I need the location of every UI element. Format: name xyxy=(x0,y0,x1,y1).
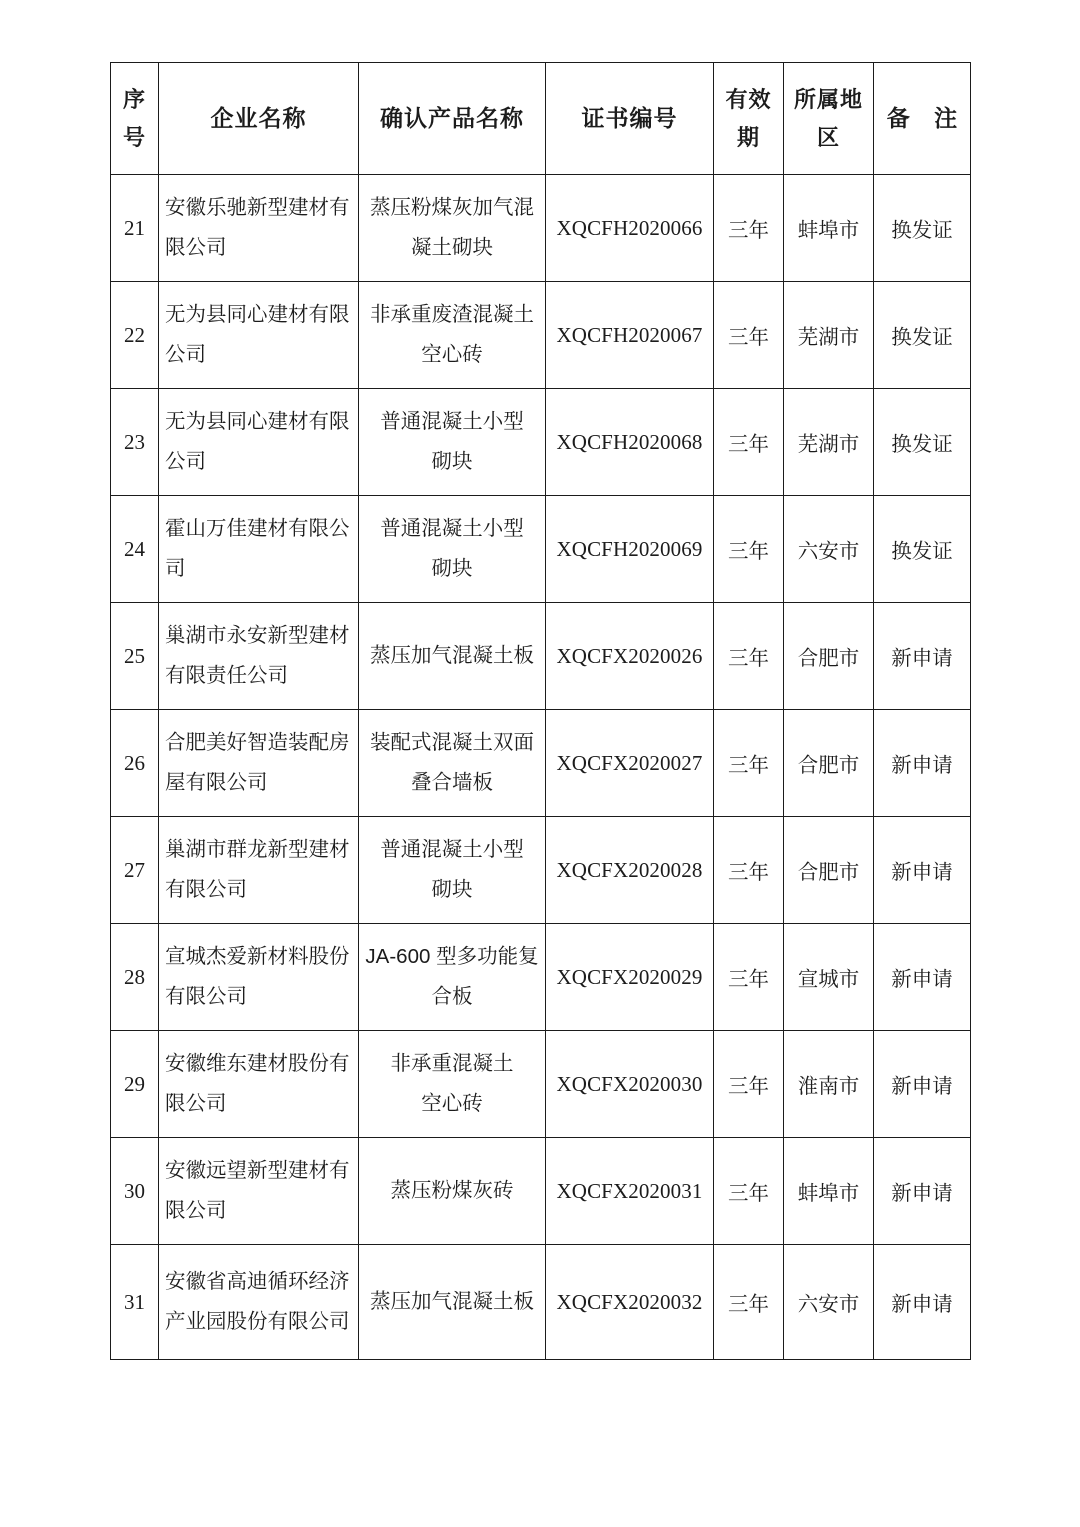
cell-region: 六安市 xyxy=(784,1245,874,1360)
cell-certificate-number: XQCFX2020029 xyxy=(546,924,714,1031)
cell-remark: 换发证 xyxy=(874,175,971,282)
cell-company-line: 安徽维东建材股份有 xyxy=(165,1052,350,1076)
cell-company xyxy=(159,1138,359,1245)
table-row xyxy=(111,817,971,924)
cell-region: 宣城市 xyxy=(784,924,874,1031)
cell-product-line: 砌块 xyxy=(431,450,473,473)
cell-company-line: 限公司 xyxy=(165,1199,227,1222)
cell-product-line: 非承重废渣混凝土 xyxy=(370,303,534,327)
cell-index: 26 xyxy=(111,710,159,817)
cell-product-line: 砌块 xyxy=(431,878,473,901)
cell-company-line: 巢湖市永安新型建材 xyxy=(165,624,350,648)
cell-company-line: 产业园股份有限公司 xyxy=(165,1310,350,1333)
cell-company-line: 屋有限公司 xyxy=(165,771,268,794)
cell-validity: 三年 xyxy=(714,175,784,282)
cell-product-line: 空心砖 xyxy=(421,1092,483,1115)
cell-index: 23 xyxy=(111,389,159,496)
certificate-table-container xyxy=(110,62,970,1360)
cell-company xyxy=(159,389,359,496)
cell-company-line: 巢湖市群龙新型建材 xyxy=(165,838,350,862)
cell-company xyxy=(159,817,359,924)
certificate-table xyxy=(110,62,971,1360)
cell-product xyxy=(359,1245,546,1360)
cell-validity: 三年 xyxy=(714,1138,784,1245)
cell-region: 芜湖市 xyxy=(784,389,874,496)
cell-remark: 新申请 xyxy=(874,603,971,710)
cell-certificate-number: XQCFH2020067 xyxy=(546,282,714,389)
cell-company-line: 限公司 xyxy=(165,236,227,259)
cell-index: 28 xyxy=(111,924,159,1031)
cell-company-line: 有限公司 xyxy=(165,878,247,901)
cell-product xyxy=(359,496,546,603)
cell-company xyxy=(159,496,359,603)
cell-index: 31 xyxy=(111,1245,159,1360)
table-row xyxy=(111,1031,971,1138)
table-row xyxy=(111,710,971,817)
cell-product-line: 普通混凝土小型 xyxy=(380,410,524,434)
cell-product-line: 蒸压粉煤灰加气混 xyxy=(370,196,534,220)
cell-company-line: 有限责任公司 xyxy=(165,664,288,687)
cell-company-line: 无为县同心建材有限 xyxy=(165,303,350,327)
table-header xyxy=(111,63,971,175)
cell-product xyxy=(359,282,546,389)
cell-product-line: 空心砖 xyxy=(421,343,483,366)
cell-remark: 新申请 xyxy=(874,1031,971,1138)
cell-product-line: 凝土砌块 xyxy=(411,236,493,259)
table-row xyxy=(111,389,971,496)
cell-certificate-number: XQCFH2020066 xyxy=(546,175,714,282)
cell-certificate-number: XQCFH2020068 xyxy=(546,389,714,496)
cell-index: 30 xyxy=(111,1138,159,1245)
cell-company-line: 宣城杰爱新材料股份 xyxy=(165,945,350,969)
cell-product xyxy=(359,817,546,924)
cell-region: 芜湖市 xyxy=(784,282,874,389)
column-header-validity-line-2: 期 xyxy=(736,124,760,150)
cell-validity: 三年 xyxy=(714,710,784,817)
table-row xyxy=(111,496,971,603)
cell-validity: 三年 xyxy=(714,389,784,496)
cell-company-line: 霍山万佳建材有限公 xyxy=(165,517,350,541)
cell-remark: 换发证 xyxy=(874,389,971,496)
cell-certificate-number: XQCFX2020030 xyxy=(546,1031,714,1138)
cell-product-line: 装配式混凝土双面 xyxy=(370,731,534,755)
cell-validity: 三年 xyxy=(714,1031,784,1138)
cell-remark: 换发证 xyxy=(874,496,971,603)
cell-remark: 新申请 xyxy=(874,1138,971,1245)
column-header-index xyxy=(111,63,159,175)
cell-product xyxy=(359,710,546,817)
table-body xyxy=(111,175,971,1360)
table-row xyxy=(111,1138,971,1245)
column-header-index-line-2: 号 xyxy=(122,124,146,150)
cell-company-line: 安徽远望新型建材有 xyxy=(165,1159,350,1183)
cell-region: 合肥市 xyxy=(784,817,874,924)
cell-company-line: 合肥美好智造装配房 xyxy=(165,731,350,755)
cell-validity: 三年 xyxy=(714,1245,784,1360)
cell-product-line: 合板 xyxy=(431,985,473,1008)
cell-validity: 三年 xyxy=(714,817,784,924)
cell-remark: 新申请 xyxy=(874,924,971,1031)
cell-company-line: 公司 xyxy=(165,450,206,473)
table-row xyxy=(111,282,971,389)
cell-product-line: 普通混凝土小型 xyxy=(380,838,524,862)
cell-index: 29 xyxy=(111,1031,159,1138)
column-header-validity-line-1: 有效 xyxy=(725,87,772,113)
cell-product xyxy=(359,389,546,496)
cell-product xyxy=(359,603,546,710)
cell-index: 27 xyxy=(111,817,159,924)
cell-remark: 新申请 xyxy=(874,817,971,924)
cell-validity: 三年 xyxy=(714,496,784,603)
cell-product-line: JA-600 型多功能复 xyxy=(365,945,539,969)
cell-validity: 三年 xyxy=(714,603,784,710)
cell-index: 22 xyxy=(111,282,159,389)
cell-region: 合肥市 xyxy=(784,603,874,710)
cell-region: 六安市 xyxy=(784,496,874,603)
cell-region: 合肥市 xyxy=(784,710,874,817)
cell-certificate-number: XQCFH2020069 xyxy=(546,496,714,603)
cell-validity: 三年 xyxy=(714,924,784,1031)
table-row xyxy=(111,175,971,282)
cell-product-line: 普通混凝土小型 xyxy=(380,517,524,541)
cell-company xyxy=(159,1245,359,1360)
column-header-company: 企业名称 xyxy=(159,63,359,175)
column-header-index-line-1: 序 xyxy=(122,87,146,113)
cell-company xyxy=(159,1031,359,1138)
table-row xyxy=(111,924,971,1031)
cell-company-line: 限公司 xyxy=(165,1092,227,1115)
cell-validity: 三年 xyxy=(714,282,784,389)
cell-certificate-number: XQCFX2020031 xyxy=(546,1138,714,1245)
cell-certificate-number: XQCFX2020028 xyxy=(546,817,714,924)
cell-certificate-number: XQCFX2020026 xyxy=(546,603,714,710)
table-header-row xyxy=(111,63,971,175)
cell-product xyxy=(359,1138,546,1245)
cell-company-line: 安徽乐驰新型建材有 xyxy=(165,196,350,220)
cell-product-line: 非承重混凝土 xyxy=(390,1052,514,1076)
cell-product-line: 蒸压粉煤灰砖 xyxy=(390,1179,514,1203)
cell-certificate-number: XQCFX2020027 xyxy=(546,710,714,817)
cell-product-line: 蒸压加气混凝土板 xyxy=(370,644,534,668)
cell-region: 淮南市 xyxy=(784,1031,874,1138)
cell-remark: 新申请 xyxy=(874,1245,971,1360)
cell-company-line: 有限公司 xyxy=(165,985,247,1008)
column-header-remark: 备 注 xyxy=(874,63,971,175)
cell-product xyxy=(359,1031,546,1138)
cell-company xyxy=(159,710,359,817)
cell-company-line: 安徽省高迪循环经济 xyxy=(165,1270,350,1294)
cell-product-line: 砌块 xyxy=(431,557,473,580)
cell-product-line: 蒸压加气混凝土板 xyxy=(370,1290,534,1314)
cell-company xyxy=(159,282,359,389)
column-header-validity xyxy=(714,63,784,175)
cell-remark: 换发证 xyxy=(874,282,971,389)
cell-region: 蚌埠市 xyxy=(784,1138,874,1245)
cell-remark: 新申请 xyxy=(874,710,971,817)
cell-region: 蚌埠市 xyxy=(784,175,874,282)
cell-company xyxy=(159,603,359,710)
cell-index: 25 xyxy=(111,603,159,710)
cell-company-line: 司 xyxy=(165,557,186,580)
cell-index: 21 xyxy=(111,175,159,282)
cell-product xyxy=(359,175,546,282)
cell-company xyxy=(159,175,359,282)
cell-company xyxy=(159,924,359,1031)
cell-product-line: 叠合墙板 xyxy=(411,771,493,794)
column-header-region-line-1: 所属地 xyxy=(793,87,863,113)
column-header-region xyxy=(784,63,874,175)
cell-product xyxy=(359,924,546,1031)
column-header-region-line-2: 区 xyxy=(816,124,840,150)
cell-company-line: 公司 xyxy=(165,343,206,366)
column-header-certificate-number: 证书编号 xyxy=(546,63,714,175)
table-row xyxy=(111,603,971,710)
cell-company-line: 无为县同心建材有限 xyxy=(165,410,350,434)
column-header-product: 确认产品名称 xyxy=(359,63,546,175)
cell-index: 24 xyxy=(111,496,159,603)
cell-certificate-number: XQCFX2020032 xyxy=(546,1245,714,1360)
table-row xyxy=(111,1245,971,1360)
